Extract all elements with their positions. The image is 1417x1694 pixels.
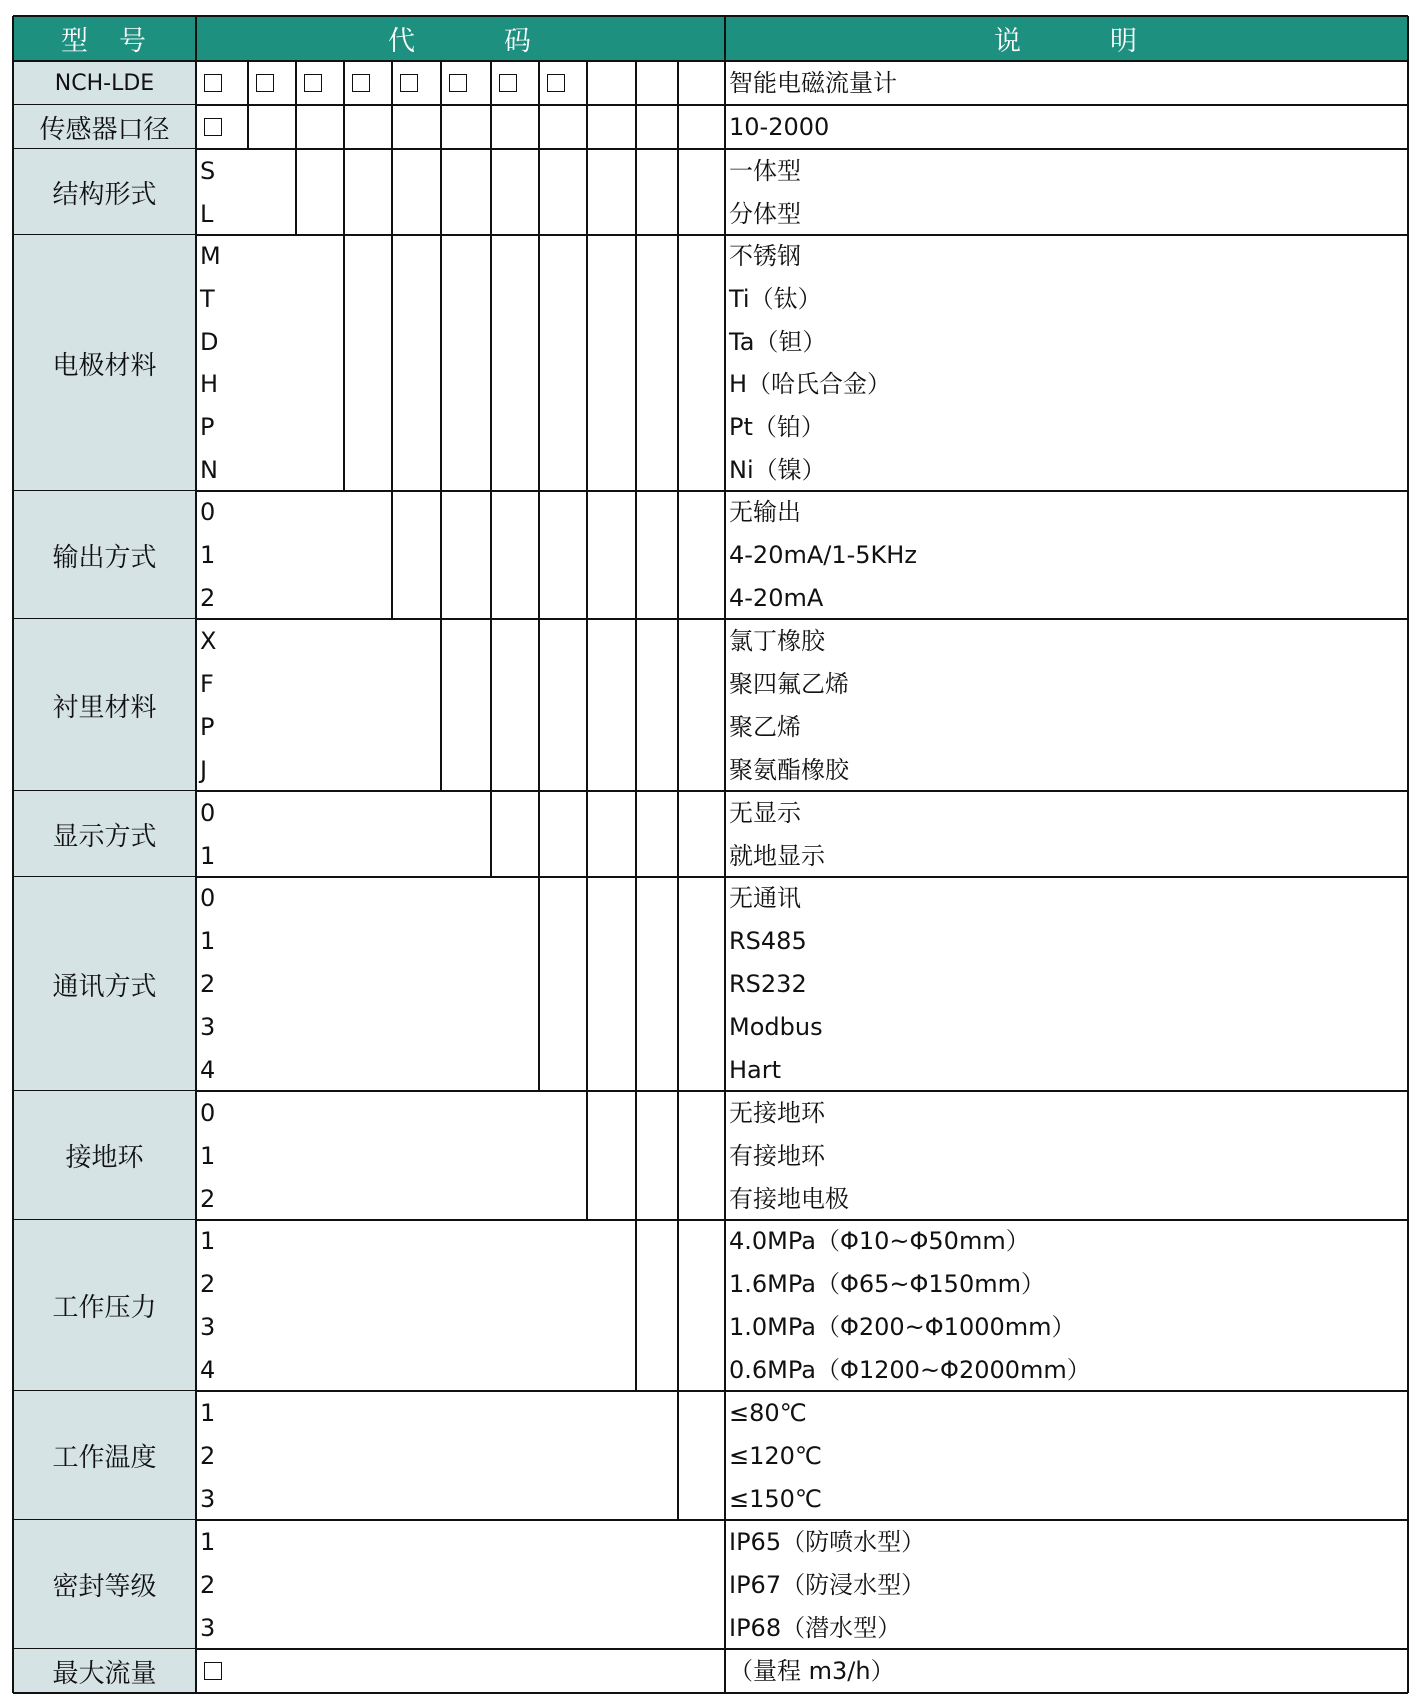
checkbox-square	[204, 1662, 222, 1680]
option-code: P	[200, 413, 215, 441]
row-divider	[13, 1390, 1408, 1392]
code-checkbox-2[interactable]	[248, 61, 296, 105]
option-description: Hart	[729, 1055, 782, 1084]
row-label: 最大流量	[13, 1649, 196, 1693]
option-code: 2	[200, 1441, 216, 1470]
checkbox-square	[449, 74, 467, 92]
checkbox-square	[547, 74, 565, 92]
code-divider	[538, 235, 540, 491]
option-description: IP67（防浸水型）	[729, 1570, 926, 1599]
code-divider	[490, 491, 492, 619]
code-divider	[635, 105, 637, 149]
row-label: 通讯方式	[13, 877, 196, 1091]
code-divider	[295, 105, 297, 149]
code-divider	[391, 61, 393, 105]
code-divider	[343, 61, 345, 105]
code-checkbox-6[interactable]	[441, 61, 491, 105]
row-divider	[13, 1219, 1408, 1221]
option-description: 1.6MPa（Φ65~Φ150mm）	[729, 1270, 1045, 1299]
option-code: M	[200, 242, 221, 271]
option-description: RS485	[729, 927, 807, 956]
option-description: H（哈氏合金）	[729, 370, 892, 399]
code-divider	[343, 105, 345, 149]
description-text: （量程 m3/h）	[729, 1657, 895, 1685]
option-code: 2	[200, 1184, 216, 1213]
row-label: 工作压力	[13, 1220, 196, 1391]
code-divider	[247, 61, 249, 105]
option-code: 3	[200, 1012, 216, 1041]
header-model: 型 号	[13, 16, 196, 61]
description-text: 智能电磁流量计	[729, 69, 897, 97]
option-code: P	[200, 712, 215, 741]
checkbox-square	[400, 74, 418, 92]
row-label: 密封等级	[13, 1520, 196, 1649]
code-divider	[538, 61, 540, 105]
option-code: L	[200, 199, 214, 228]
option-description: Ta（钽）	[729, 327, 827, 356]
row-divider	[13, 1519, 1408, 1521]
code-checkbox-4[interactable]	[344, 61, 392, 105]
option-description: 聚四氟乙烯	[729, 669, 849, 698]
row-divider	[13, 790, 1408, 792]
table-border	[13, 15, 1408, 17]
checkbox-square	[304, 74, 322, 92]
code-divider	[635, 791, 637, 877]
checkbox-square	[204, 118, 222, 136]
option-description: IP68（潜水型）	[729, 1613, 902, 1642]
header-divider	[13, 60, 1408, 62]
option-description: ≤150℃	[729, 1484, 822, 1513]
row-label: 电极材料	[13, 235, 196, 491]
option-code: F	[200, 669, 214, 698]
code-checkbox[interactable]	[196, 105, 248, 149]
option-description: 0.6MPa（Φ1200~Φ2000mm）	[729, 1355, 1091, 1384]
code-divider	[343, 235, 345, 491]
option-description: 聚氨酯橡胶	[729, 755, 849, 784]
code-divider	[635, 235, 637, 491]
code-divider	[247, 105, 249, 149]
option-description: 分体型	[729, 199, 801, 228]
code-divider	[677, 791, 679, 877]
option-code: 0	[200, 1098, 216, 1127]
option-code: T	[200, 285, 215, 313]
option-code: 0	[200, 498, 216, 527]
code-divider	[635, 877, 637, 1091]
option-code: 4	[200, 1055, 216, 1084]
code-divider	[440, 235, 442, 491]
code-divider	[677, 61, 679, 105]
option-description: ≤120℃	[729, 1441, 822, 1470]
option-code: 1	[200, 1227, 216, 1256]
code-divider	[343, 149, 345, 235]
option-description: IP65（防喷水型）	[729, 1527, 926, 1556]
code-divider	[677, 1391, 679, 1520]
option-description: 无通讯	[729, 884, 801, 913]
code-divider	[391, 491, 393, 619]
code-divider	[586, 149, 588, 235]
checkbox-square	[256, 74, 274, 92]
option-description: 1.0MPa（Φ200~Φ1000mm）	[729, 1312, 1076, 1341]
row-divider	[13, 490, 1408, 492]
row-label: 输出方式	[13, 491, 196, 619]
code-divider	[677, 1220, 679, 1391]
code-divider	[586, 619, 588, 791]
code-checkbox-8[interactable]	[539, 61, 587, 105]
option-description: 聚乙烯	[729, 712, 801, 741]
option-code: 1	[200, 927, 216, 956]
code-divider	[677, 619, 679, 791]
option-code: N	[200, 455, 218, 484]
row-label: 工作温度	[13, 1391, 196, 1520]
code-divider	[586, 61, 588, 105]
description-text: 10-2000	[729, 113, 830, 141]
row-label: 显示方式	[13, 791, 196, 877]
code-divider	[490, 149, 492, 235]
code-divider	[490, 61, 492, 105]
code-divider	[490, 235, 492, 491]
row-divider	[13, 618, 1408, 620]
code-divider	[635, 491, 637, 619]
code-divider	[677, 149, 679, 235]
row-divider	[13, 1090, 1408, 1092]
code-divider	[538, 877, 540, 1091]
table-border	[1407, 16, 1409, 1693]
option-description: 氯丁橡胶	[729, 626, 825, 655]
option-description: 4-20mA	[729, 583, 824, 612]
code-divider	[677, 491, 679, 619]
table-border	[12, 16, 14, 1693]
code-checkbox[interactable]	[196, 1649, 248, 1693]
option-description: Pt（铂）	[729, 413, 825, 441]
code-divider	[538, 149, 540, 235]
row-divider	[13, 148, 1408, 150]
code-divider	[635, 61, 637, 105]
code-divider	[586, 877, 588, 1091]
code-divider	[586, 791, 588, 877]
header-description: 说 明	[725, 16, 1408, 61]
option-code: 3	[200, 1484, 216, 1513]
checkbox-square	[204, 74, 222, 92]
option-code: J	[200, 755, 208, 784]
code-divider	[391, 105, 393, 149]
code-checkbox-5[interactable]	[392, 61, 441, 105]
checkbox-square	[499, 74, 517, 92]
option-code: 0	[200, 798, 216, 827]
code-divider	[490, 619, 492, 791]
option-description: 不锈钢	[729, 242, 801, 271]
option-description: 有接地电极	[729, 1184, 849, 1213]
option-code: 1	[200, 1398, 216, 1427]
option-code: 2	[200, 1270, 216, 1299]
code-divider	[586, 235, 588, 491]
option-code: 4	[200, 1355, 216, 1384]
row-label: 接地环	[13, 1091, 196, 1220]
option-description: Ti（钛）	[729, 285, 822, 313]
option-description: 无接地环	[729, 1098, 825, 1127]
option-description: 无显示	[729, 798, 801, 827]
code-divider	[538, 491, 540, 619]
option-description: 无输出	[729, 498, 801, 527]
code-divider	[586, 1091, 588, 1220]
row-label: 传感器口径	[13, 105, 196, 149]
code-divider	[586, 491, 588, 619]
code-divider	[635, 1091, 637, 1220]
option-code: 2	[200, 970, 216, 998]
code-divider	[440, 491, 442, 619]
code-divider	[586, 105, 588, 149]
option-code: 2	[200, 1570, 216, 1599]
code-divider	[538, 105, 540, 149]
code-divider	[440, 105, 442, 149]
code-divider	[490, 105, 492, 149]
code-divider	[635, 1220, 637, 1391]
row-divider	[13, 876, 1408, 878]
code-divider	[440, 619, 442, 791]
option-code: H	[200, 370, 219, 399]
option-code: 2	[200, 583, 216, 612]
code-divider	[677, 877, 679, 1091]
option-code: 1	[200, 1527, 216, 1556]
code-checkbox-1[interactable]	[196, 61, 248, 105]
option-code: 1	[200, 841, 216, 870]
code-divider	[440, 149, 442, 235]
option-description: 4.0MPa（Φ10~Φ50mm）	[729, 1227, 1030, 1256]
code-divider	[440, 61, 442, 105]
option-code: 0	[200, 884, 216, 913]
option-description: 就地显示	[729, 841, 825, 870]
column-divider	[195, 16, 197, 1693]
option-code: 1	[200, 541, 216, 569]
option-description: 4-20mA/1-5KHz	[729, 541, 917, 569]
row-divider	[13, 234, 1408, 236]
row-label: 结构形式	[13, 149, 196, 235]
checkbox-square	[352, 74, 370, 92]
code-checkbox-3[interactable]	[296, 61, 344, 105]
header-code: 代 码	[196, 16, 725, 61]
code-divider	[490, 791, 492, 877]
row-label: 衬里材料	[13, 619, 196, 791]
option-code: 1	[200, 1141, 216, 1170]
option-description: RS232	[729, 970, 807, 998]
code-divider	[295, 61, 297, 105]
option-code: 3	[200, 1312, 216, 1341]
code-divider	[538, 791, 540, 877]
code-divider	[677, 1091, 679, 1220]
option-description: 有接地环	[729, 1141, 825, 1170]
code-divider	[677, 235, 679, 491]
option-description: Ni（镍）	[729, 455, 826, 484]
option-code: 3	[200, 1613, 216, 1642]
code-divider	[391, 149, 393, 235]
option-description: 一体型	[729, 156, 801, 185]
row-label: NCH-LDE	[13, 61, 196, 105]
code-divider	[538, 619, 540, 791]
code-divider	[635, 619, 637, 791]
code-divider	[635, 149, 637, 235]
code-checkbox-7[interactable]	[491, 61, 539, 105]
option-description: ≤80℃	[729, 1398, 807, 1427]
option-code: S	[200, 156, 216, 185]
code-divider	[295, 149, 297, 235]
column-divider	[724, 16, 726, 1693]
code-divider	[677, 105, 679, 149]
code-divider	[391, 235, 393, 491]
option-code: X	[200, 626, 217, 655]
option-description: Modbus	[729, 1012, 823, 1041]
option-code: D	[200, 327, 219, 356]
